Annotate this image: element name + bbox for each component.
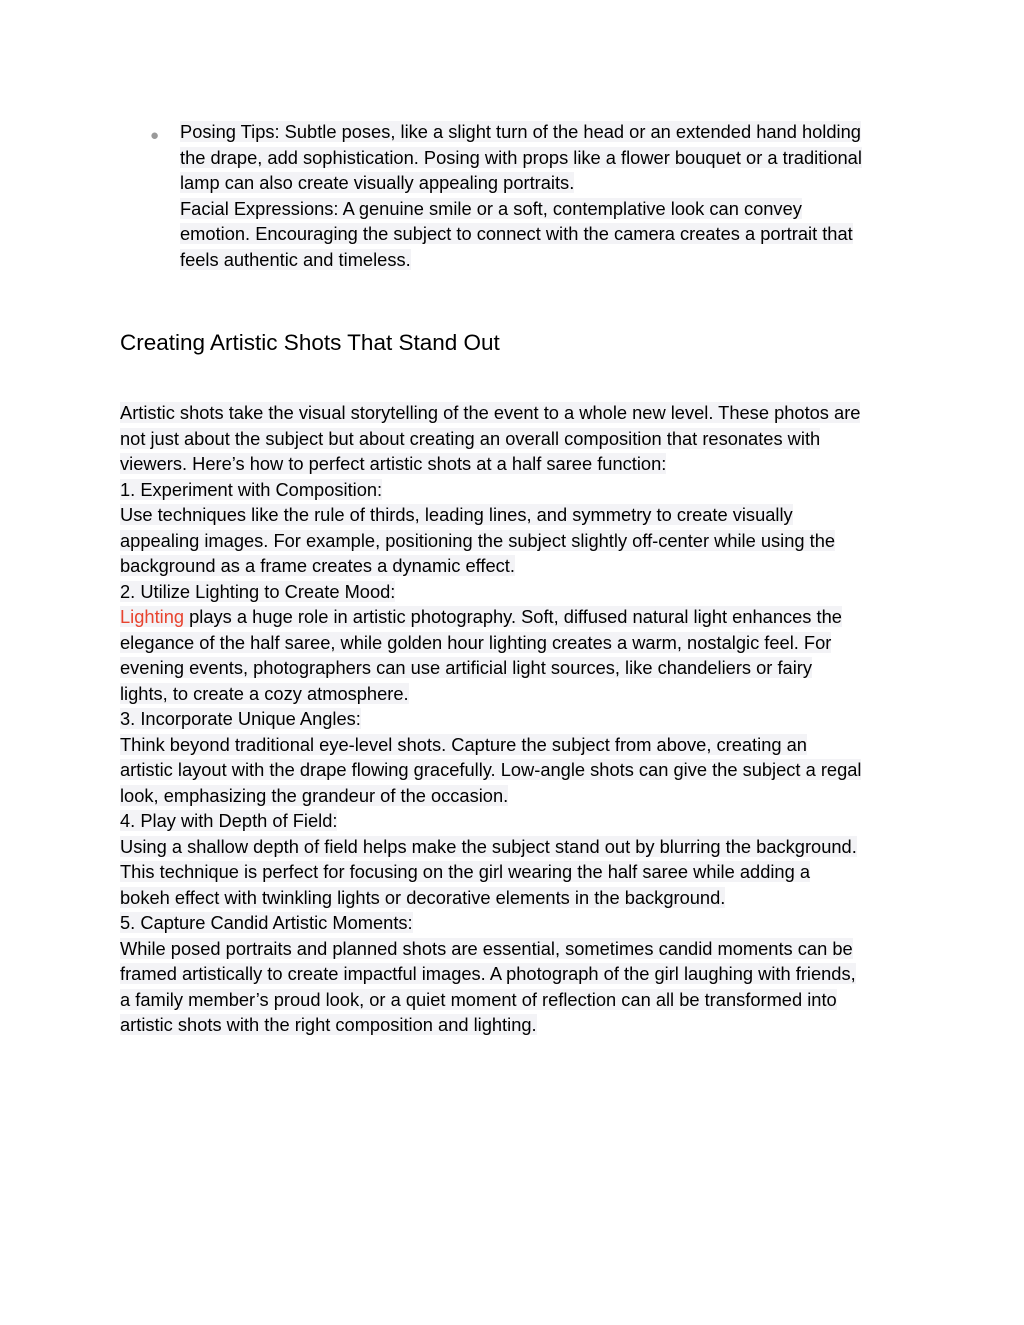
text-line: Think beyond traditional eye-level shots. Capture the subject from above, creating an <box>120 733 807 755</box>
text-line: Using a shallow depth of field helps make the subject stand out by blurring the background. <box>120 835 857 857</box>
bullet-text <box>180 119 910 272</box>
body-text <box>120 400 920 1038</box>
text-line: artistic layout with the drape flowing gracefully. Low-angle shots can give the subject a regal <box>120 759 862 780</box>
text-line: Use techniques like the rule of thirds, leading lines, and symmetry to create visually <box>120 504 793 525</box>
bullet-icon: ● <box>150 127 160 144</box>
text-line: not just about the subject but about creating an overall composition that resonates with <box>120 427 821 449</box>
list-heading: 5. Capture Candid Artistic Moments: <box>120 912 413 933</box>
text-line: feels authentic and timeless. <box>180 248 411 270</box>
text-line: framed artistically to create impactful images. A photograph of the girl laughing with friends, <box>120 963 856 984</box>
text-line: viewers. Here’s how to perfect artistic shots at a half saree function: <box>120 453 667 474</box>
text-line: Posing Tips: Subtle poses, like a slight turn of the head or an extended hand holding <box>180 121 861 142</box>
text-line: the drape, add sophistication. Posing with props like a flower bouquet or a traditional <box>180 146 862 168</box>
text-line: Facial Expressions: A genuine smile or a soft, contemplative look can convey <box>180 197 802 219</box>
text-line: artistic shots with the right composition and lighting. <box>120 1014 537 1035</box>
text-line: look, emphasizing the grandeur of the occasion. <box>120 784 509 806</box>
text-line: background as a frame creates a dynamic effect. <box>120 555 515 576</box>
text-line: a family member’s proud look, or a quiet moment of reflection can all be transformed into <box>120 988 837 1010</box>
lighting-link[interactable]: Lighting <box>120 606 185 627</box>
text-line: appealing images. For example, positioning the subject slightly off-center while using the <box>120 529 836 551</box>
bullet-list-item <box>150 119 910 272</box>
text-line: This technique is perfect for focusing on the girl wearing the half saree while adding a <box>120 861 811 882</box>
text-line: Artistic shots take the visual storytelling of the event to a whole new level. These photos are <box>120 402 861 423</box>
text-line: lights, to create a cozy atmosphere. <box>120 682 409 704</box>
text-line: elegance of the half saree, while golden hour lighting creates a warm, nostalgic feel. For <box>120 631 832 653</box>
list-heading: 4. Play with Depth of Field: <box>120 810 338 831</box>
list-heading: 1. Experiment with Composition: <box>120 478 383 500</box>
section-heading: Creating Artistic Shots That Stand Out <box>120 330 500 355</box>
text-line: emotion. Encouraging the subject to connect with the camera creates a portrait that <box>180 223 853 244</box>
text-line: evening events, photographers can use artificial light sources, like chandeliers or fairy <box>120 657 813 678</box>
text-line: lamp can also create visually appealing portraits. <box>180 172 575 193</box>
list-heading: 2. Utilize Lighting to Create Mood: <box>120 580 396 602</box>
text-line: Lighting plays a huge role in artistic photography. Soft, diffused natural light enhances the <box>120 606 842 627</box>
text-line: bokeh effect with twinkling lights or decorative elements in the background. <box>120 886 726 908</box>
text-line: While posed portraits and planned shots are essential, sometimes candid moments can be <box>120 937 853 959</box>
list-heading: 3. Incorporate Unique Angles: <box>120 708 361 729</box>
